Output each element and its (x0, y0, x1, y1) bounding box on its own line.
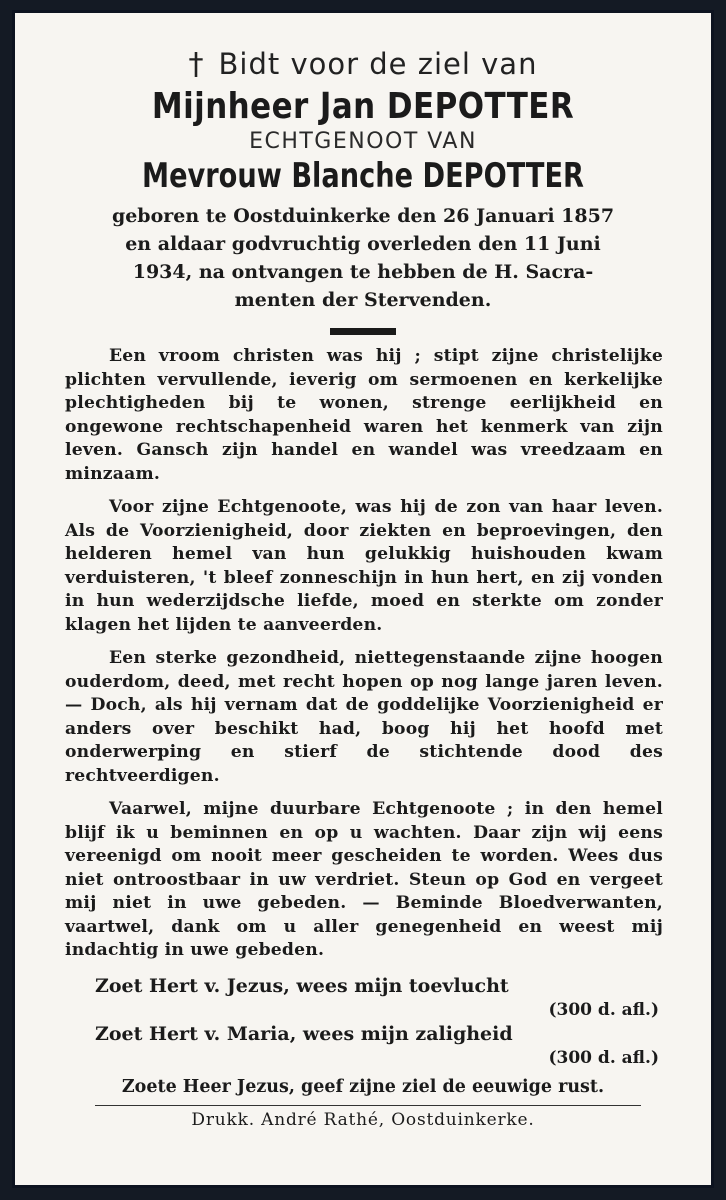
closing-prayer: Zoete Heer Jezus, geef zijne ziel de eeuwige rust. (121, 1076, 605, 1097)
biography (15, 202, 711, 314)
spouse-name: Mevrouw Blanche DEPOTTER (142, 156, 584, 196)
paragraph: Vaarwel, mijne duurbare Echtgenoote ; in den hemel blijf ik u beminnen en op u wachten. Daar zijn wij eens vereenigd om nooit meer gescheiden te worden. Wees dus niet ontroostbaar in uw verdriet. Steun op God en vergeet mij niet in uwe gebeden. — Beminde Bloedverwanten, vaartwel, dank om u aller genegenheid en weest mij indachtig in uwe gebeden. (65, 799, 663, 960)
indulgence-note: (300 d. afl.) (548, 999, 659, 1020)
deceased-name: Mijnheer Jan DEPOTTER (151, 86, 575, 127)
printer-credit: Drukk. André Rathé, Oostduinkerke. (191, 1109, 535, 1130)
indulgence-note: (300 d. afl.) (548, 1047, 659, 1068)
invocation-line (15, 47, 711, 82)
prayer-line: Zoet Hert v. Jezus, wees mijn toevlucht (95, 974, 509, 997)
memorial-card (12, 10, 714, 1188)
card-header (15, 47, 711, 196)
paragraph: Voor zijne Echtgenoote, was hij de zon van haar leven. Als de Voorzienigheid, door ziekten en beproevingen, den helderen hemel van hun gelukkig huishouden kwam verduisteren, 't bleef zonneschijn in hun hert, en zij vonden in hun wederzijdsche liefde, moed en sterkte om zonder klagen het lijden te aanveerden. (65, 497, 663, 635)
prayer-block (15, 973, 711, 1069)
cross-icon: † (188, 47, 205, 82)
bio-line: 1934, na ontvangen te hebben de H. Sacra- (132, 261, 594, 283)
card-body (15, 345, 711, 963)
prayer-line: Zoet Hert v. Maria, wees mijn zaligheid (95, 1022, 513, 1045)
bio-line: en aldaar godvruchtig overleden den 11 Juni (125, 233, 601, 255)
bio-line: geboren te Oostduinkerke den 26 Januari 1857 (111, 205, 615, 227)
paragraph: Een vroom christen was hij ; stipt zijne christelijke plichten vervullende, ieverig om sermoenen en kerkelijke plechtigheden bij te wonen, strenge eerlijkheid en ongewone rechtschapenheid waren het kenmerk van zijn leven. Gansch zijn handel en wandel was vreedzaam en minzaam. (65, 346, 663, 484)
invocation-text: Bidt voor de ziel van (218, 47, 538, 81)
divider-bar (330, 328, 396, 335)
paragraph: Een sterke gezondheid, niettegenstaande zijne hoogen ouderdom, deed, met recht hopen op nog lange jaren leven. — Doch, als hij vernam dat de goddelijke Voorzienigheid er anders over beschikt had, boog hij het hoofd met onderwerping en stierf de stichtende dood des rechtveerdigen. (65, 648, 663, 786)
spouse-label: ECHTGENOOT VAN (249, 129, 477, 154)
bio-line: menten der Stervenden. (234, 289, 492, 311)
divider-line (95, 1105, 641, 1106)
